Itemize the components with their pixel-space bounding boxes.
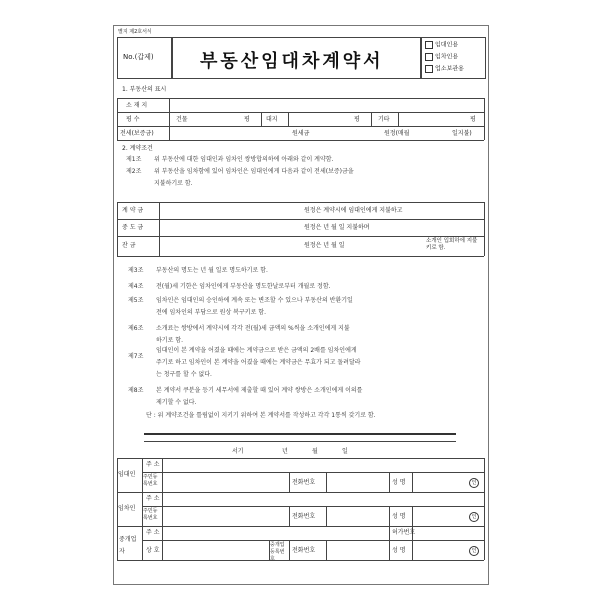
section1-heading: 1. 부동산의 표시 [122, 86, 167, 93]
unit-label: 평 [470, 116, 476, 123]
page-title: 부동산임대차계약서 [200, 51, 384, 72]
clause-label: 제7조 [128, 353, 144, 360]
land-label: 대지 [266, 116, 278, 123]
lessee-id-label: 주민등록번호 [143, 508, 158, 521]
month-label: 월 [312, 448, 318, 455]
location-label: 소 재 지 [126, 102, 148, 109]
checkbox-icon[interactable] [425, 53, 433, 61]
clause-text: 임차인은 임대인의 승인하에 계속 또는 변조할 수 있으나 부동산의 반환기일 [156, 297, 353, 304]
checkbox-icon[interactable] [425, 65, 433, 73]
other-label: 기타 [378, 116, 390, 123]
doc-number-box [117, 37, 173, 79]
broker-registration-label: 중개업등록번호 [270, 542, 285, 562]
clause2-text: 위 부동산을 임차함에 있어 임차인은 임대인에게 다음과 같이 전세(보증)금을 [154, 168, 354, 175]
clause-text: 주기로 하고 임차인이 본 계약을 어겼을 때에는 계약금은 무효가 되고 돌려달라 [156, 359, 361, 366]
copy-options [420, 37, 486, 79]
area-label: 평 수 [126, 116, 140, 123]
final-note: 단 : 위 계약조건을 틀림없이 지키기 위하여 본 계약서를 작성하고 각각 1통씩 갖기로 함. [146, 412, 376, 419]
balance-note: 소개인 입회하에 지불키로 함. [426, 238, 478, 251]
lessor-id-label: 주민등록번호 [143, 474, 158, 487]
clause-text: 임대인이 본 계약을 어겼을 때에는 계약금으로 받은 금액의 2배를 임차인에게 [156, 347, 357, 354]
clause-text: 하기로 함. [156, 337, 183, 344]
clause-label: 제2조 [126, 168, 142, 175]
lessor-address-label: 주 소 [146, 461, 160, 468]
monthly-rent-label: 원세금 [292, 130, 310, 137]
lessor-label: 임대인 [118, 471, 136, 478]
section2-heading: 2. 계약조건 [122, 145, 153, 152]
broker-name-label: 성 명 [392, 547, 406, 554]
date-label: 서기 [232, 448, 244, 455]
doc-number: No.(갑제) [123, 53, 154, 61]
seal-icon: 인 [469, 512, 479, 522]
clause-text: 는 청구를 할 수 없다. [156, 371, 212, 378]
interim-payment-label: 중 도 금 [122, 224, 144, 231]
clause-label: 제3조 [128, 267, 144, 274]
broker-phone-label: 전화번호 [292, 547, 316, 554]
clause-text: 제기할 수 없다. [156, 399, 197, 406]
balance-text: 원정은 년 월 일 [304, 242, 345, 249]
clause-text: 전에 임차인의 부담으로 원상 복구키로 함. [156, 309, 266, 316]
clause-text: 소개료는 쌍방에서 계약시에 각각 전(월)세 금액의 %씩을 소개인에게 지불 [156, 325, 350, 332]
contract-form [113, 25, 489, 585]
broker-label: 중개업자 [119, 536, 137, 555]
interim-payment-text: 원정은 년 월 일 지불하며 [304, 224, 370, 231]
seal-icon: 인 [469, 478, 479, 488]
form-reference: 별지 제2호서식 [118, 29, 152, 35]
clause-text: 본 계약서 쿠분을 등기 세무서에 제출할 때 있어 계약 쌍방은 소개인에게 이의를 [156, 387, 363, 394]
day-label: 일 [342, 448, 348, 455]
lessee-address-label: 주 소 [146, 495, 160, 502]
year-label: 년 [282, 448, 288, 455]
copy-option-lessee[interactable]: 임차인용 [425, 53, 458, 62]
lessor-name-label: 성 명 [392, 479, 406, 486]
seal-icon: 인 [469, 546, 479, 556]
clause-text: 부동산의 명도는 년 월 일로 명도하기로 함. [156, 267, 268, 274]
clause-label: 제1조 [126, 156, 142, 163]
clause-text: 전(월)세 기한은 임차인에게 부동산을 명도한날로부터 개월로 정함. [156, 283, 331, 290]
clause-label: 제8조 [128, 387, 144, 394]
clause-label: 제6조 [128, 325, 144, 332]
clause1-text: 위 부동산에 대한 임대인과 임차인 쌍방합의하에 아래와 같이 계약함. [154, 156, 334, 163]
unit-label: 평 [244, 116, 250, 123]
broker-company-label: 상 호 [146, 547, 160, 554]
copy-option-office[interactable]: 업소보관용 [425, 65, 464, 74]
broker-address-label: 주 소 [146, 529, 160, 536]
clause2-text-cont: 지불하기로 함. [154, 180, 193, 187]
title-box [171, 37, 422, 79]
down-payment-label: 계 약 금 [122, 207, 144, 214]
lessee-phone-label: 전화번호 [292, 513, 316, 520]
payday-label: 일지불) [452, 130, 472, 137]
building-label: 건물 [176, 116, 188, 123]
location-field[interactable] [174, 102, 479, 110]
broker-permit-label: 허가번호 [392, 529, 416, 536]
down-payment-text: 원정은 계약시에 임대인에게 지불하고 [304, 207, 403, 214]
deposit-label: 전세(보증금) [120, 130, 154, 137]
lessor-phone-label: 전화번호 [292, 479, 316, 486]
clause-label: 제4조 [128, 283, 144, 290]
copy-option-lessor[interactable]: 임대인용 [425, 41, 458, 50]
monthly-label: 원정(매월 [384, 130, 410, 137]
lessee-name-label: 성 명 [392, 513, 406, 520]
lessee-label: 임차인 [118, 505, 136, 512]
clause-label: 제5조 [128, 297, 144, 304]
unit-label: 평 [354, 116, 360, 123]
balance-label: 잔 금 [122, 242, 136, 249]
checkbox-icon[interactable] [425, 41, 433, 49]
